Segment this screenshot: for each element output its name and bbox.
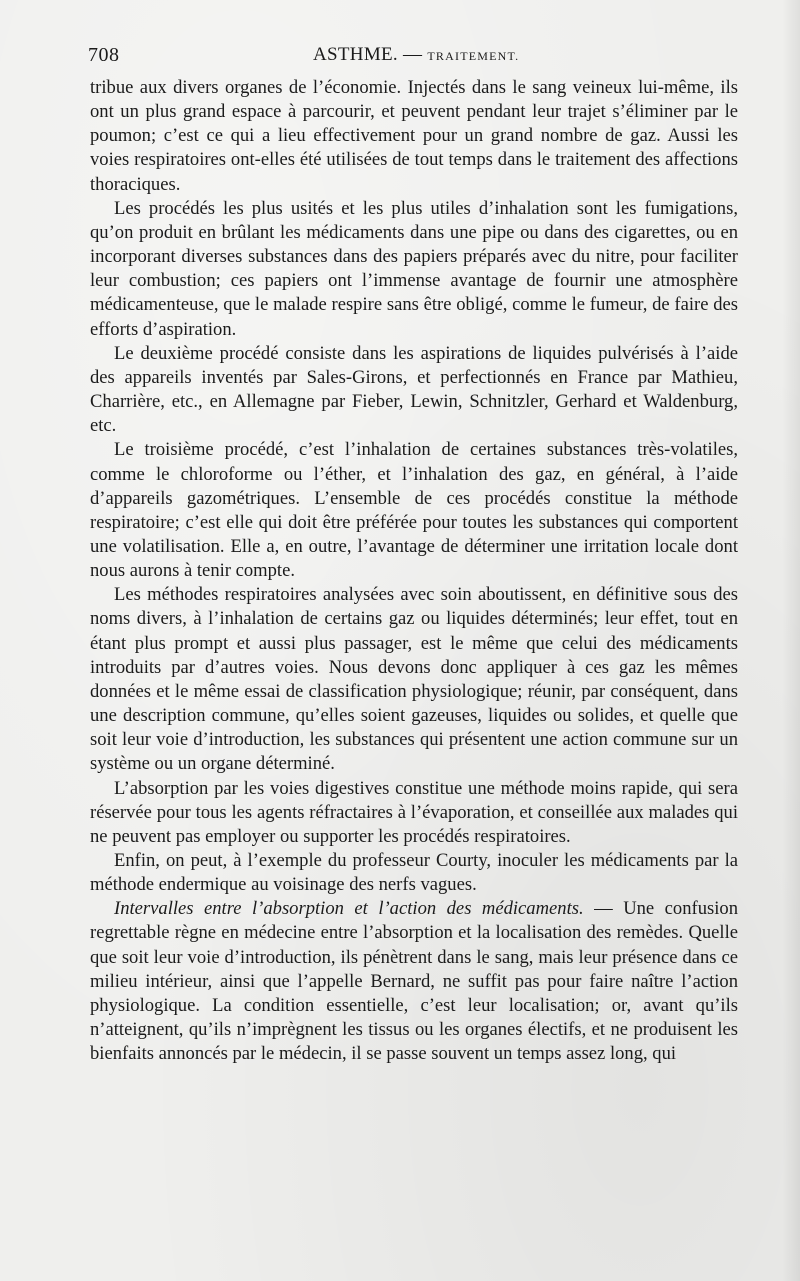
paragraph-continued: tribue aux divers organes de l’économie. Injectés dans le sang veineux lui-même, ils ont un plus grand espace à parcourir, et peuvent pendant leur trajet s’éliminer par le poumon; c’est ce qui a lieu effectivement pour un grand nombre de gaz. Aussi les voies respiratoires ont-elles été utilisées de tout temps dans le traitement des affections thoraciques.	[90, 77, 738, 195]
running-title-sub: TRAITEMENT.	[427, 49, 520, 63]
running-title	[313, 44, 519, 66]
running-title-main: ASTHME.	[313, 44, 398, 65]
paragraph-intervals-text: Une confusion regrettable règne en médecine entre l’absorption et la localisation des remèdes. Quelle que soit leur voie d’introduction, ils pénètrent dans le sang, mais leur présence dans ce milieu intérieur, ainsi que l’appelle Bernard, ne suffit pas pour faire naître l’action physiologique. La condition essentielle, c’est leur localisation; or, avant qu’ils n’atteignent, qu’ils n’imprègnent les tissus ou les organes électifs, et ne produisent les bienfaits annoncés par le médecin, il se passe souvent un temps assez long, qui	[90, 898, 738, 1065]
heading-dash: —	[583, 898, 624, 920]
paragraph-endermic-method: Enfin, on peut, à l’exemple du professeur Courty, inoculer les médicaments par la méthode endermique au voisinage des nerfs vagues.	[90, 850, 738, 896]
running-title-separator: —	[403, 44, 423, 65]
body-text	[90, 76, 738, 1066]
paragraph-intervals	[90, 897, 738, 1066]
page-number: 708	[88, 44, 120, 66]
paragraph-third-method: Le troisième procédé, c’est l’inhalation de certaines substances très-volatiles, comme le chloroforme ou l’éther, et l’inhalation des gaz, en général, à l’aide d’appareils gazométriques. L’ensemble de ces procédés constitue la méthode respiratoire; c’est elle qui doit être préférée pour toutes les substances qui comportent une volatilisation. Elle a, en outre, l’avantage de déterminer une irritation locale dont nous aurons à tenir compte.	[90, 439, 738, 582]
running-head	[88, 44, 738, 72]
paragraph-fumigations: Les procédés les plus usités et les plus utiles d’inhalation sont les fumigations, qu’on produit en brûlant les médicaments dans une pipe ou dans des cigarettes, ou en incorporant diverses substances dans des papiers préparés avec du nitre, pour faciliter leur combustion; ces papiers ont l’immense avantage de fournir une atmosphère médicamenteuse, que le malade respire sans être obligé, comme le fumeur, de faire des efforts d’aspiration.	[90, 197, 738, 340]
page-edge-shadow	[782, 0, 800, 1281]
paragraph-second-method: Le deuxième procédé consiste dans les aspirations de liquides pulvérisés à l’aide des appareils inventés par Sales-Girons, et perfectionnés en France par Mathieu, Charrière, etc., en Allemagne par Fieber, Lewin, Schnitzler, Gerhard et Waldenburg, etc.	[90, 342, 738, 437]
paragraph-digestive-absorption: L’absorption par les voies digestives constitue une méthode moins rapide, qui sera réservée pour tous les agents réfractaires à l’évaporation, et conseillée aux malades qui ne peuvent pas employer ou supporter les procédés respiratoires.	[90, 777, 738, 847]
section-heading-intervals: Intervalles entre l’absorption et l’action des médicaments.	[114, 898, 584, 920]
paragraph-respiratory-methods: Les méthodes respiratoires analysées avec soin aboutissent, en définitive sous des noms divers, à l’inhalation de certains gaz ou liquides déterminés; leur effet, tout en étant plus prompt et aussi plus passager, est le même que celui des médicaments introduits par d’autres voies. Nous devons donc appliquer à ces gaz les mêmes données et le même essai de classification physiologique; réunir, par conséquent, dans une description commune, qu’elles soient gazeuses, liquides ou solides, et quelle que soit leur voie d’introduction, les substances qui présentent une action commune sur un système ou un organe déterminé.	[90, 584, 738, 775]
